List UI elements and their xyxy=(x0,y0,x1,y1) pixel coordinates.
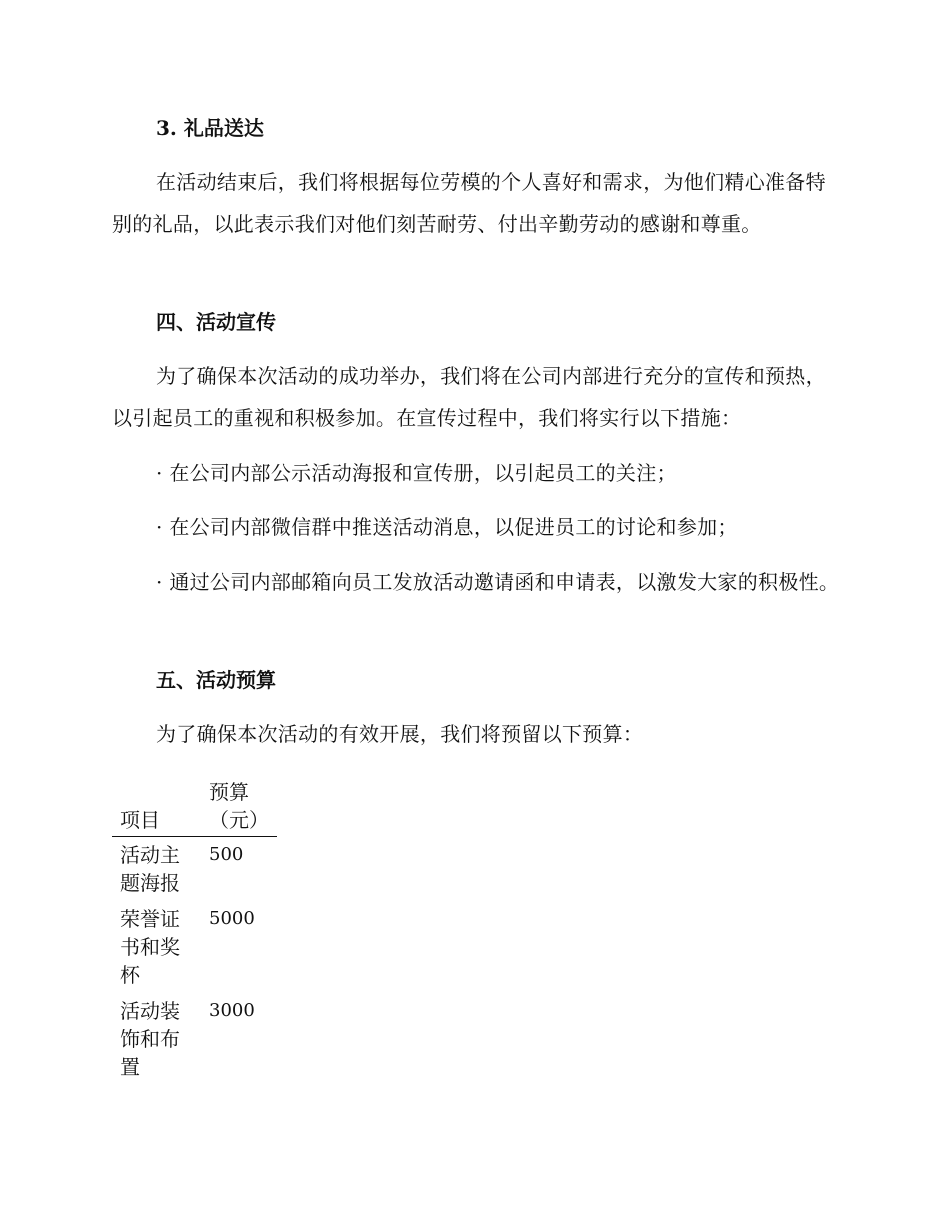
section-heading-gift-delivery: 3. 礼品送达 xyxy=(156,116,264,140)
table-row xyxy=(112,993,277,1085)
section-heading-budget: 五、活动预算 xyxy=(156,668,276,692)
bullet-item-poster: · 在公司内部公示活动海报和宣传册，以引起员工的关注； xyxy=(156,461,677,485)
table-row xyxy=(112,901,277,993)
paragraph-gift-delivery: 在活动结束后，我们将根据每位劳模的个人喜好和需求，为他们精心准备特别的礼品，以此表示我们对他们刻苦耐劳、付出辛勤劳动的感谢和尊重。 xyxy=(112,170,826,236)
section-heading-promotion: 四、活动宣传 xyxy=(156,310,276,334)
table-header-item: 项目 xyxy=(112,778,201,837)
table-cell-item: 活动主题海报 xyxy=(120,843,180,895)
table-cell-amount: 500 xyxy=(209,844,244,865)
table-header-budget: 预算（元） xyxy=(201,778,277,837)
table-cell-item: 活动装饰和布置 xyxy=(120,999,180,1079)
paragraph-promotion: 为了确保本次活动的成功举办，我们将在公司内部进行充分的宣传和预热，以引起员工的重视和积极参加。在宣传过程中，我们将实行以下措施： xyxy=(112,364,826,430)
table-cell-item: 荣誉证书和奖杯 xyxy=(120,907,180,987)
table-cell-amount: 3000 xyxy=(209,1000,255,1021)
table-header-row xyxy=(112,778,277,837)
bullet-item-wechat: · 在公司内部微信群中推送活动消息，以促进员工的讨论和参加； xyxy=(156,515,738,539)
budget-table xyxy=(112,778,277,1085)
table-row xyxy=(112,837,277,902)
table-cell-amount: 5000 xyxy=(209,908,255,929)
paragraph-budget: 为了确保本次活动的有效开展，我们将预留以下预算： xyxy=(156,722,644,746)
bullet-item-email: · 通过公司内部邮箱向员工发放活动邀请函和申请表，以激发大家的积极性。 xyxy=(156,570,840,594)
